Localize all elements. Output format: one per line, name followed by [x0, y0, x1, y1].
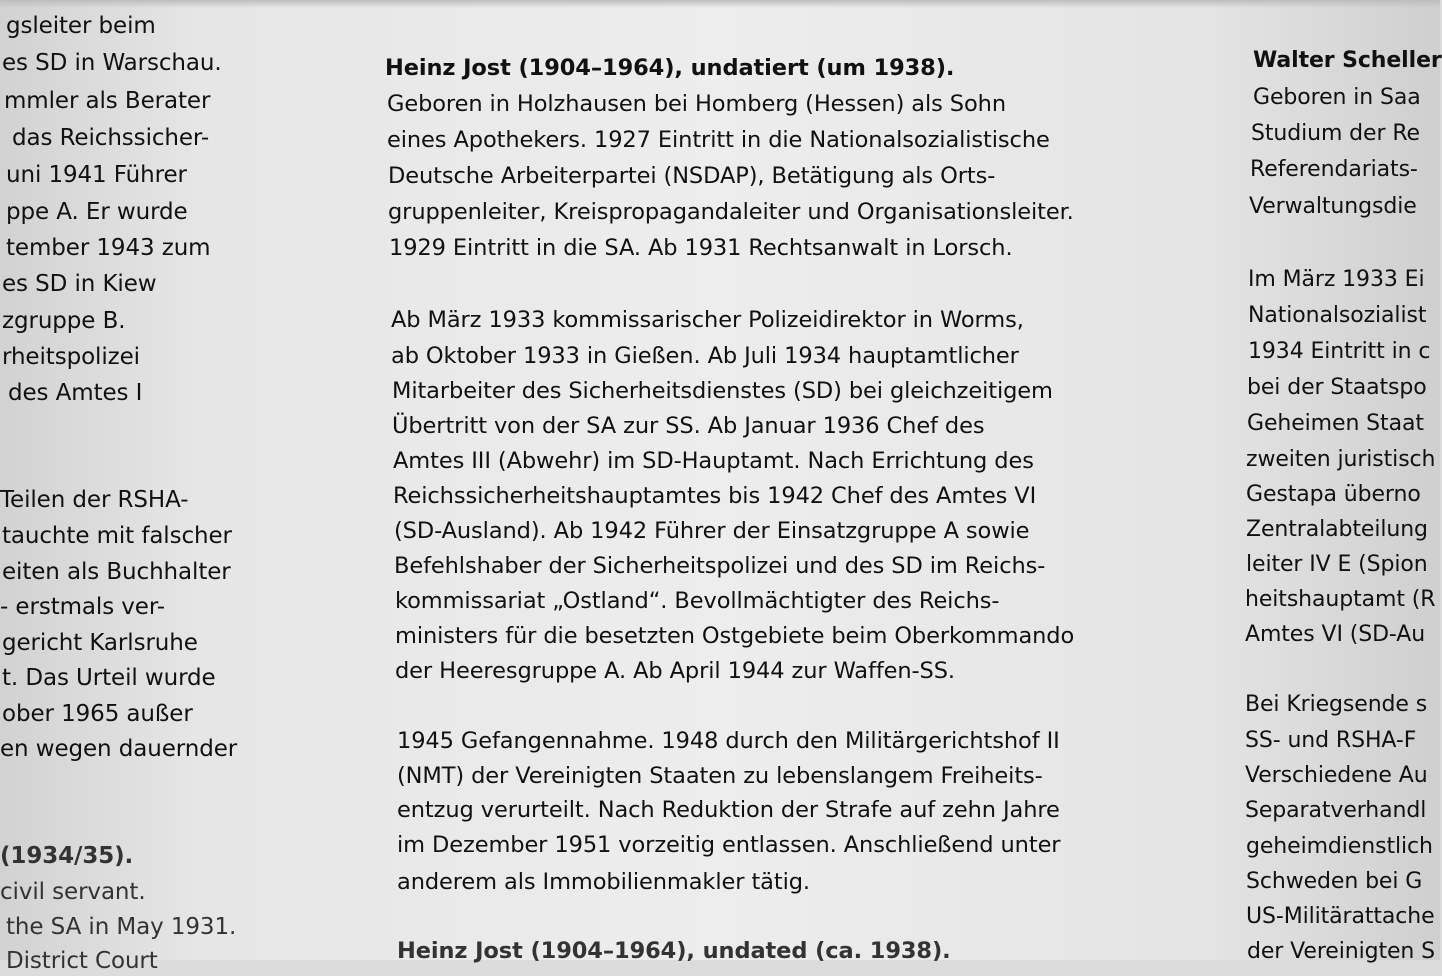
text-line: US-Militärattache — [1246, 904, 1435, 929]
text-line: Verwaltungsdie — [1249, 194, 1417, 219]
text-line: Befehlshaber der Sicherheitspolizei und des SD im Reichs- — [394, 553, 1046, 579]
text-line: zweiten juristisch — [1246, 447, 1436, 472]
text-line: civil servant. — [0, 879, 146, 905]
biography-heading: Walter Scheller — [1253, 48, 1442, 73]
text-line: Teilen der RSHA- — [0, 487, 189, 513]
text-line: eiten als Buchhalter — [2, 559, 231, 585]
text-line: the SA in May 1931. — [6, 914, 237, 940]
text-line: eines Apothekers. 1927 Eintritt in die Nationalsozialistische — [387, 127, 1050, 153]
text-line: gericht Karlsruhe — [2, 630, 198, 656]
top-shadow — [0, 0, 1440, 8]
text-line: das Reichssicher- — [12, 125, 210, 151]
text-line: tauchte mit falscher — [2, 523, 232, 549]
text-line: mmler als Berater — [4, 88, 211, 114]
text-line: Verschiedene Au — [1245, 763, 1428, 788]
text-line: Geheimen Staat — [1247, 411, 1424, 436]
text-line: anderem als Immobilienmakler tätig. — [397, 869, 810, 895]
text-line: Reichssicherheitshauptamtes bis 1942 Chef des Amtes VI — [393, 483, 1037, 509]
text-line: ppe A. Er wurde — [6, 199, 188, 225]
text-line: SS- und RSHA-F — [1245, 728, 1417, 753]
text-line: 1945 Gefangennahme. 1948 durch den Militärgerichtshof II — [397, 728, 1060, 754]
text-line: Mitarbeiter des Sicherheitsdienstes (SD) bei gleichzeitigem — [392, 378, 1053, 404]
text-line: uni 1941 Führer — [6, 162, 187, 188]
text-line: ministers für die besetzten Ostgebiete beim Oberkommando — [395, 623, 1075, 649]
text-line: Zentralabteilung — [1246, 517, 1428, 542]
text-line: Geboren in Saa — [1253, 85, 1421, 110]
text-line: - erstmals ver- — [0, 594, 165, 620]
text-line: Studium der Re — [1251, 121, 1420, 146]
text-line: (NMT) der Vereinigten Staaten zu lebenslangem Freiheits- — [397, 763, 1043, 789]
text-line: Geboren in Holzhausen bei Homberg (Hessen) als Sohn — [387, 91, 1006, 117]
text-line: Gestapa überno — [1246, 482, 1421, 507]
text-line: en wegen dauernder — [0, 736, 238, 762]
text-line: bei der Staatspo — [1247, 375, 1427, 400]
text-line: Nationalsozialist — [1248, 303, 1427, 328]
text-line: der Heeresgruppe A. Ab April 1944 zur Waffen-SS. — [395, 658, 955, 684]
text-line: Amtes III (Abwehr) im SD-Hauptamt. Nach Errichtung des — [393, 448, 1034, 474]
text-line: gruppenleiter, Kreispropagandaleiter und Organisationsleiter. — [388, 199, 1074, 225]
text-line: es SD in Kiew — [2, 271, 157, 297]
text-line: im Dezember 1951 vorzeitig entlassen. Anschließend unter — [397, 832, 1061, 858]
text-line: es SD in Warschau. — [2, 50, 222, 76]
english-heading: (1934/35). — [0, 843, 134, 869]
text-line: Im März 1933 Ei — [1248, 267, 1425, 292]
text-line: tember 1943 zum — [6, 235, 211, 261]
text-line: ab Oktober 1933 in Gießen. Ab Juli 1934 hauptamtlicher — [391, 343, 1019, 369]
english-heading: Heinz Jost (1904–1964), undated (ca. 1938). — [397, 938, 951, 964]
text-line: zgruppe B. — [2, 308, 126, 334]
text-line: entzug verurteilt. Nach Reduktion der Strafe auf zehn Jahre — [397, 797, 1060, 823]
text-line: Referendariats- — [1250, 157, 1418, 182]
text-line: kommissariat „Ostland“. Bevollmächtigter des Reichs- — [395, 588, 1000, 614]
text-line: Amtes VI (SD-Au — [1245, 622, 1426, 647]
text-line: Bei Kriegsende s — [1245, 692, 1428, 717]
text-line: des Amtes I — [8, 380, 143, 406]
text-line: heitshauptamt (R — [1245, 587, 1436, 612]
text-line: leiter IV E (Spion — [1246, 552, 1428, 577]
text-line: District Court — [6, 948, 158, 974]
text-line: Schweden bei G — [1246, 869, 1423, 894]
text-line: rheitspolizei — [2, 344, 140, 370]
text-line: (SD-Ausland). Ab 1942 Führer der Einsatzgruppe A sowie — [394, 518, 1030, 544]
text-line: t. Das Urteil wurde — [2, 665, 216, 691]
text-line: der Vereinigten S — [1247, 939, 1436, 964]
text-line: Deutsche Arbeiterpartei (NSDAP), Betätigung als Orts- — [388, 163, 996, 189]
text-line: Übertritt von der SA zur SS. Ab Januar 1936 Chef des — [392, 413, 985, 439]
text-line: Separatverhandl — [1245, 798, 1427, 823]
text-line: geheimdienstlich — [1246, 834, 1433, 859]
text-line: 1929 Eintritt in die SA. Ab 1931 Rechtsanwalt in Lorsch. — [389, 235, 1013, 261]
text-line: ober 1965 außer — [2, 701, 193, 727]
biography-heading: Heinz Jost (1904–1964), undatiert (um 1938). — [385, 55, 955, 81]
text-line: 1934 Eintritt in c — [1248, 339, 1431, 364]
text-line: gsleiter beim — [6, 13, 156, 39]
text-line: Ab März 1933 kommissarischer Polizeidirektor in Worms, — [391, 307, 1024, 333]
